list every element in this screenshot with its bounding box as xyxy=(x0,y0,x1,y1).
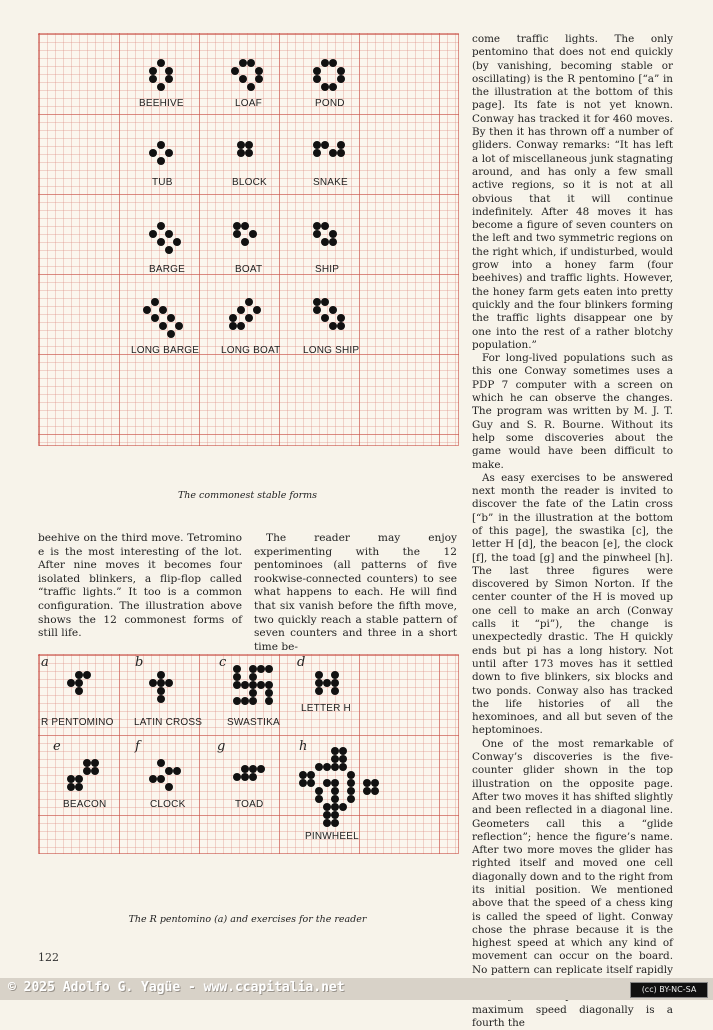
live-counter xyxy=(67,783,75,791)
exercise-letter: h xyxy=(299,739,308,754)
live-counter xyxy=(149,775,157,783)
live-counter xyxy=(233,230,241,238)
right-paragraph-2: For long-lived populations such as this one Conway sometimes uses a PDP 7 computer with a screen on which he can observe the changes. The program was written by M. J. T. Guy and S. R. Bourne. Without its help some discoveries about the game would have been difficult to make. xyxy=(472,352,673,471)
live-counter xyxy=(331,819,339,827)
live-counter xyxy=(151,314,159,322)
live-counter xyxy=(331,803,339,811)
live-counter xyxy=(149,230,157,238)
exercise-letter: g xyxy=(217,739,226,754)
live-counter xyxy=(313,222,321,230)
live-counter xyxy=(321,222,329,230)
live-counter xyxy=(165,246,173,254)
live-counter xyxy=(157,222,165,230)
live-counter xyxy=(233,697,241,705)
live-counter xyxy=(157,679,165,687)
exercise-letter: c xyxy=(219,655,227,670)
live-counter xyxy=(315,763,323,771)
live-counter xyxy=(247,59,255,67)
live-counter xyxy=(323,779,331,787)
live-counter xyxy=(257,765,265,773)
live-counter xyxy=(321,141,329,149)
live-counter xyxy=(329,59,337,67)
live-counter xyxy=(231,67,239,75)
live-counter xyxy=(315,787,323,795)
live-counter xyxy=(313,141,321,149)
live-counter xyxy=(331,763,339,771)
live-counter xyxy=(241,773,249,781)
live-counter xyxy=(323,763,331,771)
live-counter xyxy=(265,681,273,689)
live-counter xyxy=(173,238,181,246)
exercise-letter: b xyxy=(135,655,144,670)
live-counter xyxy=(157,695,165,703)
exercise-letter: e xyxy=(53,739,61,754)
live-counter xyxy=(241,222,249,230)
exercise-shape-label: R PENTOMINO xyxy=(41,717,114,728)
live-counter xyxy=(321,314,329,322)
stable-form-label: BOAT xyxy=(235,264,263,275)
live-counter xyxy=(241,681,249,689)
live-counter xyxy=(321,238,329,246)
stable-form-label: SHIP xyxy=(315,264,340,275)
live-counter xyxy=(165,230,173,238)
live-counter xyxy=(265,689,273,697)
figure2-caption: The R pentomino (a) and exercises for the reader xyxy=(128,914,367,925)
live-counter xyxy=(337,314,345,322)
live-counter xyxy=(307,771,315,779)
live-counter xyxy=(249,230,257,238)
live-counter xyxy=(157,759,165,767)
stable-form-label: SNAKE xyxy=(313,177,348,188)
live-counter xyxy=(331,779,339,787)
live-counter xyxy=(313,306,321,314)
live-counter xyxy=(91,767,99,775)
live-counter xyxy=(83,671,91,679)
live-counter xyxy=(339,755,347,763)
live-counter xyxy=(331,679,339,687)
live-counter xyxy=(255,67,263,75)
live-counter xyxy=(75,783,83,791)
live-counter xyxy=(237,141,245,149)
live-counter xyxy=(337,141,345,149)
live-counter xyxy=(241,765,249,773)
live-counter xyxy=(157,775,165,783)
live-counter xyxy=(337,322,345,330)
stable-form-label: LONG BOAT xyxy=(221,345,281,356)
live-counter xyxy=(313,230,321,238)
live-counter xyxy=(67,679,75,687)
live-counter xyxy=(233,673,241,681)
figure1-caption: The commonest stable forms xyxy=(177,490,318,501)
exercise-shape-label: LETTER H xyxy=(301,703,351,714)
live-counter xyxy=(245,314,253,322)
live-counter xyxy=(241,697,249,705)
live-counter xyxy=(233,681,241,689)
live-counter xyxy=(173,767,181,775)
live-counter xyxy=(229,322,237,330)
live-counter xyxy=(237,322,245,330)
live-counter xyxy=(331,687,339,695)
live-counter xyxy=(321,298,329,306)
live-counter xyxy=(371,787,379,795)
live-counter xyxy=(165,149,173,157)
stable-form-label: LONG SHIP xyxy=(303,345,360,356)
live-counter xyxy=(75,687,83,695)
right-paragraph-1: come traffic lights. The only pentomino that does not end quickly (by vanishing, becoming stable or oscillating) is the R pentomino [“a” in the illustration at the bottom of this page]. Its fate is not yet known. Conway has tracked it for 460 moves. By then it has thrown off a number of gliders. Conway remarks: “It has left a lot of miscellaneous junk stagnating around, and has only a few small active regions, so it is not at all obvious that it will continue indefinitely. After 48 moves it has become a figure of seven counters on the left and two symmetric regions on the right which, if undisturbed, would grow into a honey farm (four beehives) and traffic lights. However, the honey farm gets eaten into pretty quickly and the four blinkers forming the traffic lights disappear one by one into the rest of a rather blotchy population.” xyxy=(472,33,673,351)
live-counter xyxy=(165,783,173,791)
live-counter xyxy=(329,322,337,330)
live-counter xyxy=(157,59,165,67)
live-counter xyxy=(249,697,257,705)
live-counter xyxy=(237,149,245,157)
live-counter xyxy=(157,83,165,91)
live-counter xyxy=(143,306,151,314)
live-counter xyxy=(159,306,167,314)
license-badge: (cc) BY-NC-SA xyxy=(630,982,708,998)
live-counter xyxy=(257,665,265,673)
live-counter xyxy=(347,787,355,795)
live-counter xyxy=(149,149,157,157)
live-counter xyxy=(331,747,339,755)
live-counter xyxy=(371,779,379,787)
live-counter xyxy=(331,755,339,763)
live-counter xyxy=(321,83,329,91)
r-pentomino-figure xyxy=(38,654,459,854)
live-counter xyxy=(339,747,347,755)
live-counter xyxy=(321,59,329,67)
live-counter xyxy=(315,795,323,803)
live-counter xyxy=(239,75,247,83)
exercise-shape-label: LATIN CROSS xyxy=(134,717,203,728)
stable-form-label: POND xyxy=(315,98,345,109)
live-counter xyxy=(149,75,157,83)
right-column-text xyxy=(472,33,673,1030)
live-counter xyxy=(265,665,273,673)
live-counter xyxy=(313,75,321,83)
stable-forms-figure xyxy=(38,33,459,446)
live-counter xyxy=(249,665,257,673)
live-counter xyxy=(237,306,245,314)
live-counter xyxy=(299,771,307,779)
stable-form-label: LOAF xyxy=(235,98,262,109)
live-counter xyxy=(329,238,337,246)
live-counter xyxy=(265,697,273,705)
live-counter xyxy=(255,75,263,83)
live-counter xyxy=(337,67,345,75)
live-counter xyxy=(245,298,253,306)
exercise-letter: f xyxy=(135,739,140,754)
live-counter xyxy=(363,779,371,787)
copyright-credit: © 2025 Adolfo G. Yagüe - www.ccapitalia.net xyxy=(8,980,345,995)
left-column-text xyxy=(38,532,242,641)
live-counter xyxy=(151,298,159,306)
stable-form-label: BLOCK xyxy=(232,177,267,188)
exercise-letter: a xyxy=(41,655,49,670)
live-counter xyxy=(253,306,261,314)
live-counter xyxy=(323,819,331,827)
live-counter xyxy=(249,689,257,697)
live-counter xyxy=(175,322,183,330)
live-counter xyxy=(233,665,241,673)
live-counter xyxy=(157,157,165,165)
live-counter xyxy=(233,773,241,781)
live-counter xyxy=(329,306,337,314)
live-counter xyxy=(239,59,247,67)
live-counter xyxy=(165,679,173,687)
left-paragraph: beehive on the third move. Tetromino e is the most interesting of the lot. After nine moves it becomes four isolated blinkers, a flip-flop called “traffic lights.” It too is a common configuration. The illustration above shows the 12 commonest forms of still life. xyxy=(38,532,242,640)
live-counter xyxy=(331,811,339,819)
live-counter xyxy=(347,779,355,787)
live-counter xyxy=(165,767,173,775)
live-counter xyxy=(167,330,175,338)
live-counter xyxy=(165,75,173,83)
live-counter xyxy=(315,679,323,687)
live-counter xyxy=(323,679,331,687)
live-counter xyxy=(149,67,157,75)
live-counter xyxy=(245,141,253,149)
live-counter xyxy=(157,238,165,246)
live-counter xyxy=(299,779,307,787)
live-counter xyxy=(247,83,255,91)
exercise-shape-label: BEACON xyxy=(63,799,107,810)
live-counter xyxy=(313,67,321,75)
live-counter xyxy=(323,803,331,811)
live-counter xyxy=(75,679,83,687)
live-counter xyxy=(339,803,347,811)
live-counter xyxy=(315,671,323,679)
live-counter xyxy=(313,149,321,157)
live-counter xyxy=(159,322,167,330)
exercise-letter: d xyxy=(297,655,306,670)
live-counter xyxy=(257,681,265,689)
exercise-shape-label: SWASTIKA xyxy=(227,717,280,728)
live-counter xyxy=(83,759,91,767)
live-counter xyxy=(249,773,257,781)
stable-form-label: TUB xyxy=(152,177,173,188)
live-counter xyxy=(67,775,75,783)
live-counter xyxy=(167,314,175,322)
live-counter xyxy=(165,67,173,75)
live-counter xyxy=(157,141,165,149)
live-counter xyxy=(347,771,355,779)
right-paragraph-4: One of the most remarkable of Conway’s discoveries is the five-counter glider shown in the top illustration on the opposite page. After two moves it has shifted slightly and been reflected in a diagonal line. Geometers call this a “glide reflection”; hence the figure’s name. After two more moves the glider has righted itself and moved one cell diagonally down and to the right from its initial position. We mentioned above that the speed of a chess king is called the speed of light. Conway chose the phrase because it is the highest speed at which any kind of movement can occur on the board. No pattern can replicate itself rapidly maximum speed diagonally is a fourth the xyxy=(472,737,673,1029)
live-counter xyxy=(329,230,337,238)
exercise-shape-label: TOAD xyxy=(235,799,264,810)
live-counter xyxy=(363,787,371,795)
live-counter xyxy=(249,765,257,773)
live-counter xyxy=(329,83,337,91)
stable-form-label: BARGE xyxy=(149,264,186,275)
live-counter xyxy=(347,795,355,803)
live-counter xyxy=(75,775,83,783)
live-counter xyxy=(229,314,237,322)
live-counter xyxy=(249,681,257,689)
live-counter xyxy=(337,149,345,157)
stable-form-label: BEEHIVE xyxy=(139,98,184,109)
middle-column-text xyxy=(254,532,457,654)
live-counter xyxy=(149,679,157,687)
live-counter xyxy=(331,787,339,795)
live-counter xyxy=(323,811,331,819)
live-counter xyxy=(331,795,339,803)
live-counter xyxy=(337,75,345,83)
live-counter xyxy=(313,298,321,306)
live-counter xyxy=(245,149,253,157)
stable-form-label: LONG BARGE xyxy=(131,345,200,356)
exercise-shape-label: CLOCK xyxy=(150,799,186,810)
page-number: 122 xyxy=(38,951,59,964)
live-counter xyxy=(315,687,323,695)
live-counter xyxy=(331,671,339,679)
exercise-shape-label: PINWHEEL xyxy=(305,831,359,842)
live-counter xyxy=(307,779,315,787)
live-counter xyxy=(157,671,165,679)
live-counter xyxy=(83,767,91,775)
live-counter xyxy=(157,687,165,695)
middle-paragraph: The reader may enjoy experimenting with the 12 pentominoes (all patterns of five rookwise-connected counters) to see what happens to each. He will find that six vanish before the fifth move, two quickly reach a stable pattern of seven counters and three in a short time be- xyxy=(254,532,457,653)
live-counter xyxy=(249,673,257,681)
live-counter xyxy=(241,238,249,246)
live-counter xyxy=(339,763,347,771)
right-paragraph-3: As easy exercises to be answered next month the reader is invited to discover the fate of the Latin cross [“b” in the illustration at the bottom of this page], the swastika [c], the letter H [d], the beacon [e], the clock [f], the toad [g] and the pinwheel [h]. The last three figures were discovered by Simon Norton. If the center counter of the H is moved up one cell to make an arch (Conway calls it “pi”), the change is unexpectedly drastic. The H quickly ends but pi has a long history. Not until after 173 moves has it settled down to five blinkers, six blocks and two ponds. Conway also has tracked the life histories of all the hexominoes, and all but seven of the heptominoes. xyxy=(472,471,673,737)
live-counter xyxy=(91,759,99,767)
live-counter xyxy=(75,671,83,679)
live-counter xyxy=(233,222,241,230)
live-counter xyxy=(329,149,337,157)
